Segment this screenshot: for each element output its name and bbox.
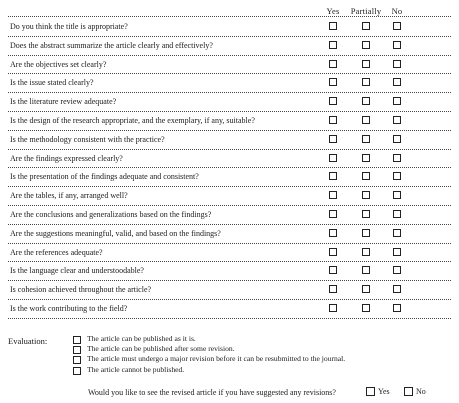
no-checkbox[interactable] <box>393 116 401 124</box>
question-text: Are the tables, if any, arranged well? <box>10 191 128 201</box>
revision-yes-label: Yes <box>378 387 390 396</box>
evaluation-checkbox[interactable] <box>73 356 81 364</box>
revision-no-checkbox[interactable] <box>404 387 413 396</box>
question-text: Is the language clear and understoodable? <box>10 266 144 276</box>
revision-yes-checkbox[interactable] <box>366 387 375 396</box>
no-checkbox[interactable] <box>393 97 401 105</box>
partially-checkbox[interactable] <box>362 229 370 237</box>
question-text: Do you think the title is appropriate? <box>10 22 128 31</box>
no-checkbox[interactable] <box>393 154 401 162</box>
revision-no-label: No <box>416 387 426 396</box>
evaluation-checkbox[interactable] <box>73 367 81 375</box>
partially-checkbox[interactable] <box>362 191 370 199</box>
question-row <box>8 243 451 263</box>
question-row <box>8 261 451 281</box>
question-row <box>8 149 451 169</box>
question-row <box>8 73 451 93</box>
revision-question: Would you like to see the revised article if you have suggested any revisions? <box>88 388 336 397</box>
yes-checkbox[interactable] <box>329 116 337 124</box>
no-checkbox[interactable] <box>393 229 401 237</box>
question-text: Is the literature review adequate? <box>10 97 117 107</box>
column-header-no: No <box>391 6 403 16</box>
no-checkbox[interactable] <box>393 172 401 180</box>
question-row <box>8 280 451 300</box>
evaluation-checkbox[interactable] <box>73 336 81 344</box>
partially-checkbox[interactable] <box>362 304 370 312</box>
evaluation-label: Evaluation: <box>8 336 48 346</box>
question-row <box>8 130 451 150</box>
question-text: Are the objectives set clearly? <box>10 59 107 69</box>
question-row <box>8 111 451 131</box>
question-text: Is the design of the research appropriate, and the exemplary, if any, suitable? <box>10 116 255 125</box>
question-row <box>8 205 451 225</box>
partially-checkbox[interactable] <box>362 116 370 124</box>
partially-checkbox[interactable] <box>362 285 370 293</box>
no-checkbox[interactable] <box>393 285 401 293</box>
yes-checkbox[interactable] <box>329 172 337 180</box>
partially-checkbox[interactable] <box>362 248 370 256</box>
partially-checkbox[interactable] <box>362 266 370 274</box>
no-checkbox[interactable] <box>393 191 401 199</box>
no-checkbox[interactable] <box>393 248 401 256</box>
yes-checkbox[interactable] <box>329 191 337 199</box>
question-text: Is the methodology consistent with the practice? <box>10 134 165 144</box>
partially-checkbox[interactable] <box>362 78 370 86</box>
question-row <box>8 17 451 37</box>
evaluation-option-label: The article can be published as it is. <box>87 334 196 343</box>
evaluation-option-label: The article cannot be published. <box>87 364 185 374</box>
no-checkbox[interactable] <box>393 22 401 30</box>
no-checkbox[interactable] <box>393 135 401 143</box>
question-text: Are the suggestions meaningful, valid, and based on the findings? <box>10 228 221 238</box>
question-text: Is the work contributing to the field? <box>10 304 128 313</box>
question-row <box>8 92 451 112</box>
yes-checkbox[interactable] <box>329 229 337 237</box>
partially-checkbox[interactable] <box>362 41 370 49</box>
partially-checkbox[interactable] <box>362 135 370 143</box>
question-text: Are the findings expressed clearly? <box>10 153 123 163</box>
yes-checkbox[interactable] <box>329 248 337 256</box>
partially-checkbox[interactable] <box>362 210 370 218</box>
question-text: Are the conclusions and generalizations based on the findings? <box>10 210 212 219</box>
yes-checkbox[interactable] <box>329 210 337 218</box>
question-text: Is cohesion achieved throughout the article? <box>10 285 152 295</box>
yes-checkbox[interactable] <box>329 41 337 49</box>
no-checkbox[interactable] <box>393 304 401 312</box>
no-checkbox[interactable] <box>393 41 401 49</box>
question-text: Are the references adequate? <box>10 247 103 257</box>
question-row <box>8 299 451 319</box>
yes-checkbox[interactable] <box>329 97 337 105</box>
question-text: Is the presentation of the findings adequate and consistent? <box>10 172 199 182</box>
evaluation-option-label: The article must undergo a major revision before it can be resubmitted to the journal. <box>87 354 346 364</box>
question-row <box>8 55 451 75</box>
question-row <box>8 224 451 244</box>
yes-checkbox[interactable] <box>329 78 337 86</box>
yes-checkbox[interactable] <box>329 304 337 312</box>
question-text: Is the issue stated clearly? <box>10 78 94 88</box>
yes-checkbox[interactable] <box>329 154 337 162</box>
question-text: Does the abstract summarize the article clearly and effectively? <box>10 40 213 50</box>
column-header-partially: Partially <box>350 6 382 16</box>
evaluation-option-label: The article can be published after some revision. <box>87 344 235 354</box>
question-row <box>8 36 451 56</box>
no-checkbox[interactable] <box>393 266 401 274</box>
no-checkbox[interactable] <box>393 210 401 218</box>
question-row <box>8 186 451 206</box>
column-header-yes: Yes <box>326 6 340 16</box>
yes-checkbox[interactable] <box>329 285 337 293</box>
yes-checkbox[interactable] <box>329 22 337 30</box>
partially-checkbox[interactable] <box>362 60 370 68</box>
partially-checkbox[interactable] <box>362 22 370 30</box>
partially-checkbox[interactable] <box>362 97 370 105</box>
yes-checkbox[interactable] <box>329 266 337 274</box>
partially-checkbox[interactable] <box>362 154 370 162</box>
question-row <box>8 167 451 187</box>
no-checkbox[interactable] <box>393 60 401 68</box>
partially-checkbox[interactable] <box>362 172 370 180</box>
yes-checkbox[interactable] <box>329 135 337 143</box>
no-checkbox[interactable] <box>393 78 401 86</box>
evaluation-checkbox[interactable] <box>73 346 81 354</box>
yes-checkbox[interactable] <box>329 60 337 68</box>
